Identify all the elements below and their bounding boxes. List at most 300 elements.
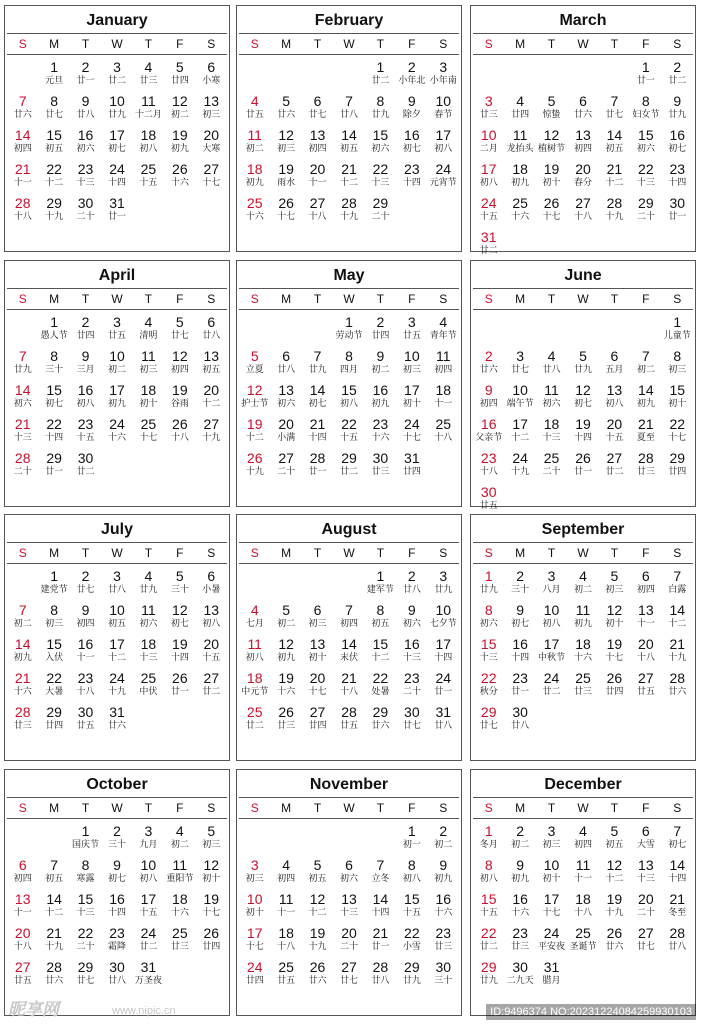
lunar-label: 初三 bbox=[308, 619, 327, 629]
day-cell bbox=[302, 91, 333, 125]
day-number: 17 bbox=[404, 382, 420, 398]
day-cell bbox=[536, 380, 567, 414]
day-number: 10 bbox=[109, 348, 125, 364]
lunar-label: 十六 bbox=[371, 433, 390, 443]
day-cell bbox=[630, 821, 661, 855]
weekday-label: T bbox=[313, 292, 322, 306]
lunar-label: 初八 bbox=[202, 619, 221, 629]
lunar-label: 十四 bbox=[434, 653, 453, 663]
day-cell bbox=[662, 380, 693, 414]
day-number: 18 bbox=[278, 925, 294, 941]
day-cell bbox=[333, 448, 364, 482]
week-row bbox=[239, 380, 459, 414]
day-number: 22 bbox=[480, 670, 497, 686]
day-number: 28 bbox=[309, 450, 326, 466]
day-cell bbox=[270, 702, 301, 736]
week-row bbox=[473, 193, 693, 227]
day-cell bbox=[239, 923, 270, 957]
day-number: 5 bbox=[250, 348, 259, 364]
lunar-label: 廿三 bbox=[434, 942, 453, 952]
day-number: 6 bbox=[313, 93, 322, 109]
day-cell bbox=[38, 448, 69, 482]
week-row bbox=[7, 889, 227, 923]
lunar-label: 初四 bbox=[573, 840, 592, 850]
day-number: 7 bbox=[345, 93, 353, 109]
lunar-label: 十七 bbox=[139, 433, 158, 443]
day-number: 19 bbox=[575, 416, 591, 432]
lunar-label: 廿二 bbox=[202, 687, 221, 697]
lunar-label: 龙抬头 bbox=[506, 144, 534, 154]
lunar-label: 初五 bbox=[107, 619, 126, 629]
day-cell bbox=[396, 702, 427, 736]
day-number: 18 bbox=[435, 382, 452, 398]
day-cell bbox=[504, 634, 535, 668]
lunar-label: 初二 bbox=[107, 365, 126, 375]
day-number: 21 bbox=[14, 670, 31, 686]
weekday-label: M bbox=[515, 546, 526, 560]
day-number: 21 bbox=[309, 416, 326, 432]
day-cell bbox=[396, 414, 427, 448]
day-cell bbox=[599, 91, 630, 125]
lunar-label: 十六 bbox=[170, 908, 189, 918]
week-row bbox=[473, 448, 693, 482]
day-number: 10 bbox=[140, 857, 157, 873]
day-cell bbox=[7, 193, 38, 227]
lunar-label: 初五 bbox=[45, 874, 64, 884]
day-cell bbox=[567, 227, 598, 261]
days-grid bbox=[239, 821, 459, 991]
lunar-label: 廿三 bbox=[277, 721, 296, 731]
day-cell bbox=[365, 312, 396, 346]
day-cell bbox=[473, 346, 504, 380]
lunar-label: 大雪 bbox=[636, 840, 655, 850]
day-cell bbox=[70, 566, 101, 600]
day-number: 7 bbox=[673, 823, 682, 839]
lunar-label: 国庆节 bbox=[72, 840, 100, 850]
day-number: 6 bbox=[345, 857, 353, 873]
weekday-label: T bbox=[81, 292, 90, 306]
day-number: 27 bbox=[203, 670, 220, 686]
lunar-label: 廿六 bbox=[308, 976, 327, 986]
day-number: 10 bbox=[404, 348, 420, 364]
day-cell bbox=[270, 448, 301, 482]
lunar-label: 初四 bbox=[277, 874, 296, 884]
day-cell bbox=[164, 957, 195, 991]
day-number: 5 bbox=[175, 568, 184, 584]
day-number: 4 bbox=[547, 348, 556, 364]
day-cell bbox=[7, 668, 38, 702]
lunar-label: 初十 bbox=[202, 874, 221, 884]
day-number: 18 bbox=[140, 636, 157, 652]
day-cell bbox=[662, 600, 693, 634]
day-cell bbox=[164, 414, 195, 448]
day-cell bbox=[536, 702, 567, 736]
day-cell bbox=[567, 634, 598, 668]
day-cell bbox=[504, 668, 535, 702]
lunar-label: 处暑 bbox=[371, 687, 390, 697]
lunar-label: 初三 bbox=[45, 619, 64, 629]
day-cell bbox=[567, 889, 598, 923]
day-cell bbox=[504, 125, 535, 159]
day-cell bbox=[504, 702, 535, 736]
month-panel-february bbox=[236, 5, 462, 252]
lunar-label: 初三 bbox=[668, 365, 687, 375]
day-number: 8 bbox=[81, 857, 90, 873]
lunar-label: 初三 bbox=[202, 110, 221, 120]
weekday-label: T bbox=[313, 801, 322, 815]
lunar-label: 小年北 bbox=[398, 76, 426, 86]
day-number: 27 bbox=[638, 925, 654, 941]
day-number: 27 bbox=[14, 959, 31, 975]
lunar-label: 九月 bbox=[139, 840, 158, 850]
day-cell bbox=[473, 159, 504, 193]
lunar-label: 廿九 bbox=[371, 110, 390, 120]
lunar-label: 廿二 bbox=[76, 467, 95, 477]
lunar-label: 二十 bbox=[371, 212, 390, 222]
day-number: 2 bbox=[407, 568, 416, 584]
day-number: 24 bbox=[140, 925, 157, 941]
day-cell bbox=[599, 346, 630, 380]
week-row bbox=[7, 668, 227, 702]
day-number: 13 bbox=[638, 602, 654, 618]
day-number: 26 bbox=[543, 195, 560, 211]
day-number: 22 bbox=[77, 925, 94, 941]
day-cell bbox=[536, 634, 567, 668]
week-row bbox=[473, 566, 693, 600]
weekday-label: T bbox=[376, 37, 385, 51]
lunar-label: 廿九 bbox=[107, 110, 126, 120]
weekday-label: S bbox=[439, 801, 448, 815]
lunar-label: 廿四 bbox=[402, 467, 421, 477]
weekday-label: S bbox=[439, 292, 448, 306]
day-cell bbox=[599, 566, 630, 600]
day-number: 17 bbox=[435, 127, 452, 143]
day-number: 6 bbox=[282, 348, 291, 364]
day-number: 12 bbox=[172, 348, 188, 364]
day-number: 15 bbox=[669, 382, 686, 398]
week-row bbox=[7, 600, 227, 634]
day-cell bbox=[239, 855, 270, 889]
lunar-label: 初十 bbox=[402, 399, 421, 409]
day-number: 1 bbox=[376, 59, 385, 75]
day-cell bbox=[38, 57, 69, 91]
day-cell bbox=[196, 91, 227, 125]
day-number: 25 bbox=[435, 416, 452, 432]
lunar-label: 廿六 bbox=[45, 976, 64, 986]
day-cell bbox=[333, 566, 364, 600]
day-cell bbox=[7, 957, 38, 991]
day-cell bbox=[133, 821, 164, 855]
day-cell bbox=[365, 821, 396, 855]
lunar-label: 初六 bbox=[13, 399, 32, 409]
day-cell bbox=[302, 957, 333, 991]
lunar-label: 初五 bbox=[371, 619, 390, 629]
day-number: 15 bbox=[46, 382, 62, 398]
day-number: 26 bbox=[606, 670, 623, 686]
lunar-label: 初二 bbox=[245, 144, 264, 154]
lunar-label: 惊蛰 bbox=[542, 110, 561, 120]
lunar-label: 十五 bbox=[402, 908, 421, 918]
day-cell bbox=[101, 702, 132, 736]
weekday-header bbox=[7, 288, 227, 310]
day-cell bbox=[70, 125, 101, 159]
week-row bbox=[473, 380, 693, 414]
weekday-header bbox=[473, 33, 693, 55]
day-number: 7 bbox=[50, 857, 59, 873]
day-number: 14 bbox=[14, 636, 31, 652]
day-number: 7 bbox=[313, 348, 322, 364]
week-row bbox=[473, 227, 693, 261]
day-number: 1 bbox=[50, 568, 59, 584]
lunar-label: 初五 bbox=[202, 365, 221, 375]
weekday-label: F bbox=[176, 37, 184, 51]
day-cell bbox=[333, 668, 364, 702]
day-cell bbox=[396, 380, 427, 414]
day-cell bbox=[196, 57, 227, 91]
day-cell bbox=[396, 91, 427, 125]
lunar-label: 十二 bbox=[605, 874, 624, 884]
day-number: 7 bbox=[673, 568, 682, 584]
day-cell bbox=[365, 346, 396, 380]
lunar-label: 初八 bbox=[402, 874, 421, 884]
day-cell bbox=[333, 346, 364, 380]
day-number: 30 bbox=[512, 959, 528, 975]
day-cell bbox=[396, 634, 427, 668]
day-cell bbox=[662, 702, 693, 736]
day-number: 28 bbox=[669, 925, 686, 941]
weekday-label: T bbox=[547, 292, 556, 306]
weekday-label: S bbox=[439, 37, 448, 51]
lunar-label: 初二 bbox=[170, 840, 189, 850]
days-grid bbox=[7, 312, 227, 482]
day-cell bbox=[428, 91, 459, 125]
day-cell bbox=[38, 414, 69, 448]
day-number: 27 bbox=[203, 416, 220, 432]
lunar-label: 十八 bbox=[13, 212, 32, 222]
lunar-label: 寒露 bbox=[76, 874, 95, 884]
weekday-label: M bbox=[281, 292, 292, 306]
weekday-label: S bbox=[207, 37, 216, 51]
day-cell bbox=[333, 125, 364, 159]
day-cell bbox=[70, 380, 101, 414]
day-cell bbox=[38, 566, 69, 600]
day-cell bbox=[270, 380, 301, 414]
lunar-label: 初八 bbox=[605, 399, 624, 409]
day-cell bbox=[7, 125, 38, 159]
lunar-label: 初六 bbox=[139, 619, 158, 629]
weekday-label: S bbox=[673, 801, 682, 815]
day-cell bbox=[630, 227, 661, 261]
day-number: 21 bbox=[341, 161, 357, 177]
day-cell bbox=[196, 923, 227, 957]
day-number: 19 bbox=[172, 127, 188, 143]
lunar-label: 廿七 bbox=[308, 110, 327, 120]
day-number: 14 bbox=[341, 636, 357, 652]
lunar-label: 初四 bbox=[479, 399, 498, 409]
lunar-label: 十三 bbox=[402, 653, 421, 663]
lunar-label: 廿一 bbox=[107, 212, 126, 222]
day-number: 23 bbox=[512, 670, 528, 686]
day-cell bbox=[396, 821, 427, 855]
day-number: 26 bbox=[606, 925, 623, 941]
day-number: 23 bbox=[372, 416, 389, 432]
day-number: 27 bbox=[203, 161, 220, 177]
day-cell bbox=[599, 159, 630, 193]
lunar-label: 初一 bbox=[402, 840, 421, 850]
lunar-label: 初三 bbox=[277, 144, 296, 154]
weekday-header bbox=[473, 288, 693, 310]
day-number: 3 bbox=[113, 314, 121, 330]
lunar-label: 廿八 bbox=[371, 976, 390, 986]
day-number: 27 bbox=[606, 450, 623, 466]
day-cell bbox=[270, 634, 301, 668]
day-cell bbox=[662, 346, 693, 380]
day-cell bbox=[536, 600, 567, 634]
day-cell bbox=[7, 821, 38, 855]
lunar-label: 雨水 bbox=[277, 178, 296, 188]
day-cell bbox=[333, 821, 364, 855]
lunar-label: 廿四 bbox=[202, 942, 221, 952]
day-cell bbox=[662, 957, 693, 991]
day-number: 31 bbox=[140, 959, 157, 975]
day-number: 29 bbox=[372, 195, 389, 211]
lunar-label: 初七 bbox=[402, 144, 421, 154]
day-number: 18 bbox=[512, 161, 528, 177]
day-cell bbox=[70, 821, 101, 855]
lunar-label: 二十 bbox=[636, 908, 655, 918]
day-cell bbox=[536, 889, 567, 923]
day-number: 30 bbox=[77, 450, 94, 466]
lunar-label: 初九 bbox=[107, 399, 126, 409]
weekday-label: W bbox=[343, 546, 355, 560]
lunar-label: 廿一 bbox=[308, 467, 327, 477]
day-cell bbox=[38, 923, 69, 957]
lunar-label: 初七 bbox=[170, 619, 189, 629]
day-number: 2 bbox=[113, 823, 121, 839]
day-cell bbox=[133, 923, 164, 957]
lunar-label: 万圣夜 bbox=[134, 976, 162, 986]
day-number: 10 bbox=[435, 602, 452, 618]
day-cell bbox=[7, 57, 38, 91]
day-number: 16 bbox=[480, 416, 497, 432]
day-number: 20 bbox=[309, 670, 326, 686]
lunar-label: 廿一 bbox=[573, 467, 592, 477]
lunar-label: 初七 bbox=[107, 874, 126, 884]
lunar-label: 初四 bbox=[573, 144, 592, 154]
day-number: 9 bbox=[407, 602, 416, 618]
lunar-label: 十二 bbox=[202, 399, 221, 409]
lunar-label: 十七 bbox=[542, 908, 561, 918]
day-cell bbox=[630, 193, 661, 227]
day-cell bbox=[270, 312, 301, 346]
day-cell bbox=[101, 414, 132, 448]
lunar-label: 白露 bbox=[668, 585, 687, 595]
day-cell bbox=[302, 821, 333, 855]
weekday-header bbox=[239, 288, 459, 310]
lunar-label: 秋分 bbox=[479, 687, 498, 697]
day-number: 6 bbox=[641, 568, 650, 584]
day-cell bbox=[428, 380, 459, 414]
day-number: 12 bbox=[606, 602, 623, 618]
day-cell bbox=[473, 414, 504, 448]
day-cell bbox=[504, 380, 535, 414]
weekday-label: S bbox=[250, 801, 259, 815]
day-cell bbox=[270, 91, 301, 125]
day-cell bbox=[396, 57, 427, 91]
day-number: 21 bbox=[669, 636, 686, 652]
day-number: 26 bbox=[246, 450, 263, 466]
day-number: 7 bbox=[18, 348, 27, 364]
month-title: September bbox=[541, 521, 625, 538]
day-number: 25 bbox=[575, 670, 591, 686]
day-cell bbox=[599, 855, 630, 889]
weekday-label: T bbox=[313, 37, 322, 51]
day-cell bbox=[630, 414, 661, 448]
day-number: 29 bbox=[372, 704, 389, 720]
day-number: 20 bbox=[638, 891, 654, 907]
week-row bbox=[239, 125, 459, 159]
day-number: 22 bbox=[341, 416, 357, 432]
day-number: 9 bbox=[516, 857, 525, 873]
lunar-label: 初九 bbox=[371, 399, 390, 409]
lunar-label: 十四 bbox=[107, 908, 126, 918]
day-cell bbox=[536, 855, 567, 889]
day-cell bbox=[302, 57, 333, 91]
day-number: 12 bbox=[278, 127, 294, 143]
day-cell bbox=[101, 668, 132, 702]
weekday-label: T bbox=[313, 546, 322, 560]
day-cell bbox=[365, 634, 396, 668]
week-row bbox=[239, 346, 459, 380]
day-number: 13 bbox=[309, 127, 326, 143]
week-row bbox=[7, 821, 227, 855]
lunar-label: 廿二 bbox=[542, 687, 561, 697]
day-number: 6 bbox=[579, 93, 587, 109]
weekday-label: M bbox=[49, 801, 60, 815]
day-number: 27 bbox=[309, 195, 326, 211]
day-cell bbox=[196, 414, 227, 448]
day-cell bbox=[428, 923, 459, 957]
day-number: 1 bbox=[641, 59, 650, 75]
lunar-label: 十四 bbox=[170, 653, 189, 663]
day-cell bbox=[101, 821, 132, 855]
day-cell bbox=[599, 957, 630, 991]
day-cell bbox=[164, 889, 195, 923]
lunar-label: 初二 bbox=[371, 365, 390, 375]
lunar-label: 十九 bbox=[107, 687, 126, 697]
lunar-label: 廿一 bbox=[45, 467, 64, 477]
weekday-label: T bbox=[610, 801, 619, 815]
week-row bbox=[239, 193, 459, 227]
day-cell bbox=[396, 923, 427, 957]
day-cell bbox=[101, 346, 132, 380]
day-cell bbox=[270, 855, 301, 889]
day-cell bbox=[504, 889, 535, 923]
weekday-label: W bbox=[343, 801, 355, 815]
day-cell bbox=[164, 634, 195, 668]
week-row bbox=[473, 346, 693, 380]
day-cell bbox=[662, 634, 693, 668]
lunar-label: 十五 bbox=[76, 433, 95, 443]
day-cell bbox=[567, 702, 598, 736]
day-cell bbox=[504, 957, 535, 991]
day-number: 3 bbox=[407, 314, 416, 330]
day-cell bbox=[302, 668, 333, 702]
lunar-label: 建军节 bbox=[366, 585, 394, 595]
day-cell bbox=[164, 702, 195, 736]
lunar-label: 立夏 bbox=[245, 365, 264, 375]
day-cell bbox=[164, 448, 195, 482]
